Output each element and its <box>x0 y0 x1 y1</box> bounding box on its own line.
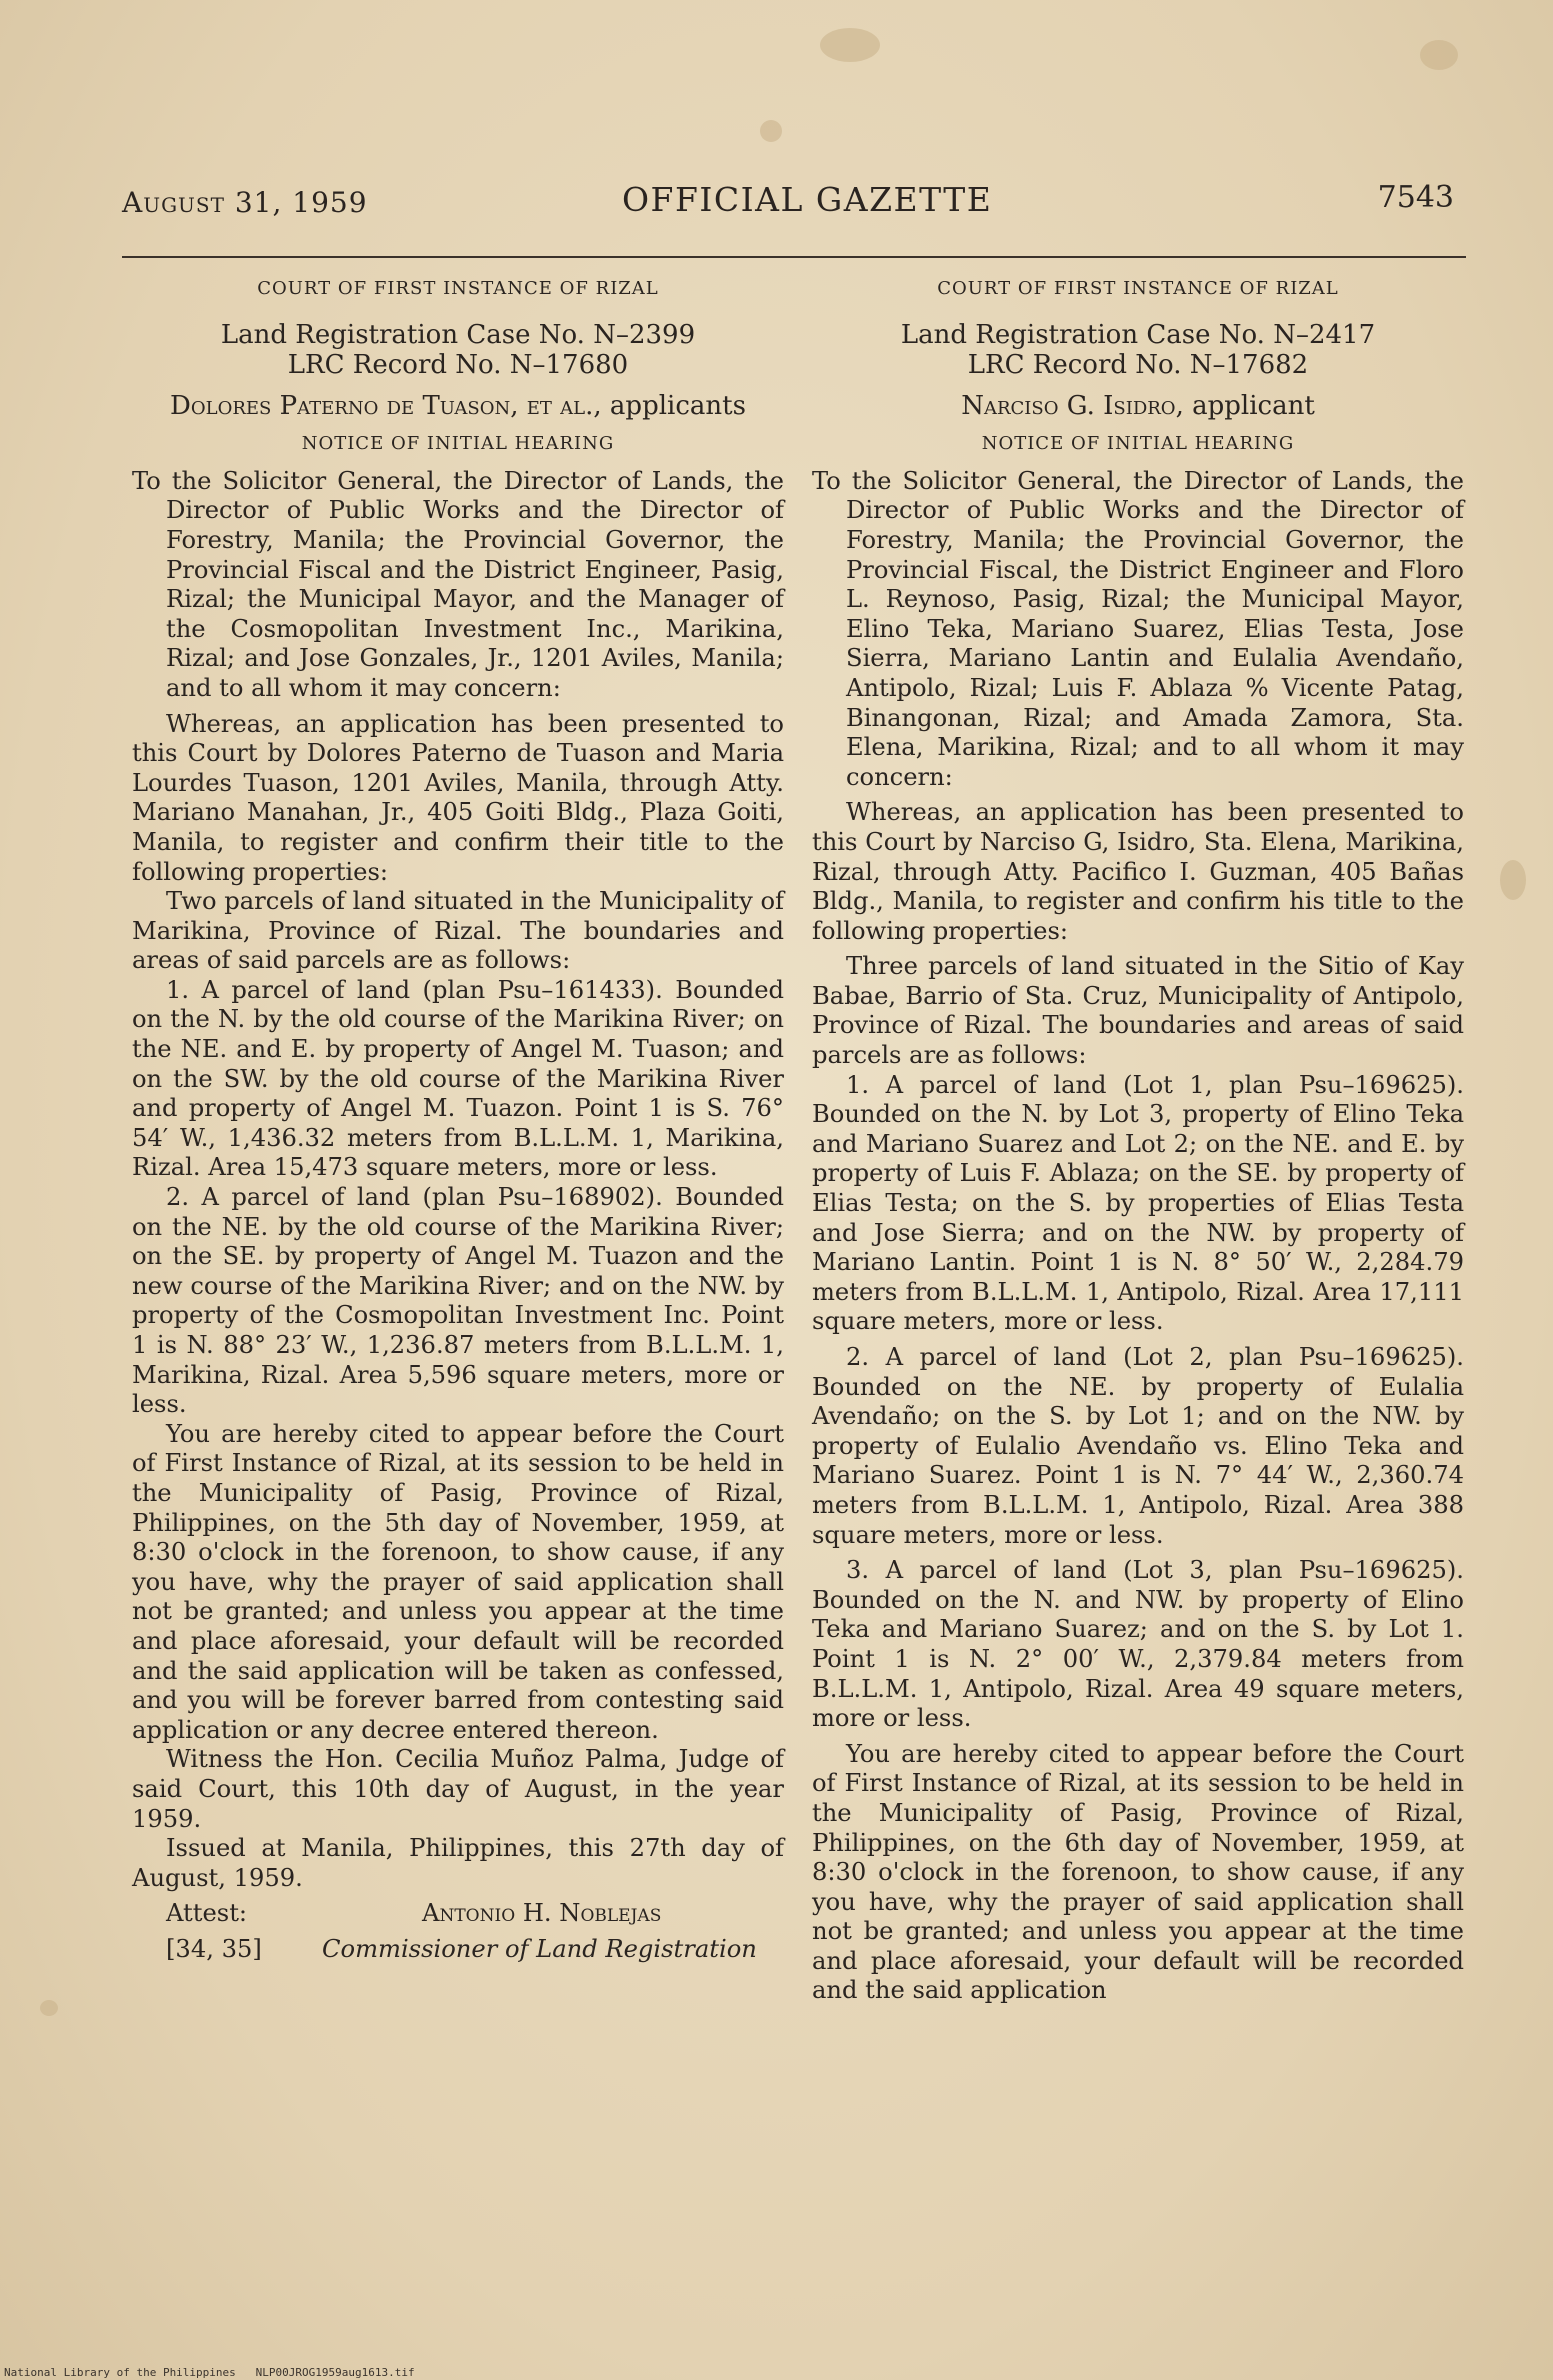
reference-row <box>132 1935 784 1967</box>
commissioner-name: Antonio H. Noblejas <box>422 1899 662 1928</box>
witness-paragraph: Witness the Hon. Cecilia Muñoz Palma, Judge of said Court, this 10th day of August, in the year 1959. <box>132 1745 784 1833</box>
header-rule <box>122 256 1466 258</box>
parcel-3: 3. A parcel of land (Lot 3, plan Psu–169625). Bounded on the N. and NW. by property of Elino Teka and Mariano Suarez; and on the S. by Lot 1. Point 1 is N. 2° 00′ W., 2,379.84 meters from B.L.L.M. 1, Antipolo, Rizal. Area 49 square meters, more or less. <box>812 1556 1464 1733</box>
attest-label: Attest: <box>166 1899 248 1928</box>
whereas-paragraph: Whereas, an application has been presented to this Court by Dolores Paterno de Tuason and Maria Lourdes Tuason, 1201 Aviles, Manila, through Atty. Mariano Manahan, Jr., 405 Goiti Bldg., Plaza Goiti, Manila, to register and confirm their title to the following properties: <box>132 709 784 886</box>
page-header <box>122 180 1454 232</box>
notice-heading: NOTICE OF INITIAL HEARING <box>981 433 1295 455</box>
court-heading: COURT OF FIRST INSTANCE OF RIZAL <box>937 278 1339 299</box>
record-number: LRC Record No. N–17682 <box>967 349 1309 380</box>
applicant-suffix: , applicants <box>593 390 746 421</box>
attest-row <box>132 1899 784 1929</box>
parcel-2: 2. A parcel of land (plan Psu–168902). Bounded on the NE. by the old course of the Marikina River; on the SE. by property of Angel M. Tuazon and the new course of the Marikina River; and on the NW. by property of the Cosmopolitan Investment Inc. Point 1 is N. 88° 23′ W., 1,236.87 meters from B.L.L.M. 1, Marikina, Rizal. Area 5,596 square meters, more or less. <box>132 1183 784 1419</box>
page-number: 7543 <box>1377 180 1454 215</box>
parcel-1: 1. A parcel of land (plan Psu–161433). Bounded on the N. by the old course of the Marikina River; on the NE. and E. by property of Angel M. Tuason; and on the SW. by the old course of the Marikina River and property of Angel M. Tuazon. Point 1 is S. 76° 54′ W., 1,436.32 meters from B.L.L.M. 1, Marikina, Rizal. Area 15,473 square meters, more or less. <box>132 975 784 1182</box>
library-credit: National Library of the Philippines <box>4 2366 236 2379</box>
citation-paragraph: You are hereby cited to appear before the Court of First Instance of Rizal, at its session to be held in the Municipality of Pasig, Province of Rizal, Philippines, on the 5th day of November, 1959, at 8:30 o'clock in the forenoon, to show cause, if any you have, why the prayer of said application shall not be granted; and unless you appear at the time and place aforesaid, your default will be recorded and the said application will be taken as confessed, and you will be forever barred from contesting said application or any decree entered thereon. <box>132 1419 784 1744</box>
scan-filename: NLP00JROG1959aug1613.tif <box>255 2366 415 2379</box>
publication-title: OFFICIAL GAZETTE <box>622 180 993 219</box>
right-column-notice <box>812 270 1464 2006</box>
addressees: To the Solicitor General, the Director of Lands, the Director of Public Works and the Director of Forestry, Manila; the Provincial Governor, the Provincial Fiscal, the District Engineer and Floro L. Reynoso, Pasig, Rizal; the Municipal Mayor, Elino Teka, Mariano Suarez, Elias Testa, Jose Sierra, Mariano Lantin and Eulalia Avendaño, Antipolo, Rizal; Luis F. Ablaza % Vicente Patag, Binangonan, Rizal; and Amada Zamora, Sta. Elena, Marikina, Rizal; and to all whom it may concern: <box>812 466 1464 791</box>
applicants-line <box>812 392 1464 422</box>
notice-heading: NOTICE OF INITIAL HEARING <box>301 433 615 455</box>
parcel-2: 2. A parcel of land (Lot 2, plan Psu–169625). Bounded on the NE. by property of Eulalia Avendaño; on the S. by Lot 1; and on the NW. by property of Eulalio Avendaño vs. Elino Teka and Mariano Suarez. Point 1 is N. 7° 44′ W., 2,360.74 meters from B.L.L.M. 1, Antipolo, Rizal. Area 388 square meters, more or less. <box>812 1343 1464 1549</box>
issue-date: August 31, 1959 <box>122 186 368 219</box>
parcel-1: 1. A parcel of land (Lot 1, plan Psu–169625). Bounded on the N. by Lot 3, property of Elino Teka and Mariano Suarez and Lot 2; on the NE. and E. by property of Luis F. Ablaza; on the SE. by property of Elias Testa; on the S. by properties of Elias Testa and Jose Sierra; and on the NW. by property of Mariano Lantin. Point 1 is N. 8° 50′ W., 2,284.79 meters from B.L.L.M. 1, Antipolo, Rizal. Area 17,111 square meters, more or less. <box>812 1070 1464 1336</box>
issued-paragraph: Issued at Manila, Philippines, this 27th day of August, 1959. <box>132 1834 784 1892</box>
applicant-suffix: , applicant <box>1175 390 1315 421</box>
commissioner-title: Commissioner of Land Registration <box>322 1935 757 1964</box>
case-number: Land Registration Case No. N–2417 <box>900 319 1376 350</box>
applicant-name: Narciso G. Isidro <box>961 390 1176 421</box>
paper-stain <box>40 2000 58 2016</box>
court-heading: COURT OF FIRST INSTANCE OF RIZAL <box>257 278 659 299</box>
applicants-line <box>132 392 784 422</box>
left-column-notice <box>132 270 784 1967</box>
parcels-intro: Three parcels of land situated in the Sitio of Kay Babae, Barrio of Sta. Cruz, Municipality of Antipolo, Province of Rizal. The boundaries and areas of said parcels are as follows: <box>812 952 1464 1070</box>
paper-stain <box>760 120 782 142</box>
issue-reference: [34, 35] <box>166 1935 262 1964</box>
scan-footer <box>4 2366 415 2379</box>
record-number: LRC Record No. N–17680 <box>287 349 629 380</box>
paper-stain <box>820 28 880 62</box>
addressees: To the Solicitor General, the Director of Lands, the Director of Public Works and the Director of Forestry, Manila; the Provincial Governor, the Provincial Fiscal and the District Engineer, Pasig, Rizal; the Municipal Mayor, and the Manager of the Cosmopolitan Investment Inc., Marikina, Rizal; and Jose Gonzales, Jr., 1201 Aviles, Manila; and to all whom it may concern: <box>132 466 784 702</box>
whereas-paragraph: Whereas, an application has been presented to this Court by Narciso G, Isidro, Sta. Elena, Marikina, Rizal, through Atty. Pacifico I. Guzman, 405 Bañas Bldg., Manila, to register and confirm his title to the following properties: <box>812 798 1464 945</box>
case-number: Land Registration Case No. N–2399 <box>220 319 696 350</box>
citation-paragraph: You are hereby cited to appear before the Court of First Instance of Rizal, at its session to be held in the Municipality of Pasig, Province of Rizal, Philippines, on the 6th day of November, 1959, at 8:30 o'clock in the forenoon, to show cause, if any you have, why the prayer of said application shall not be granted; and unless you appear at the time and place aforesaid, your default will be recorded and the said application <box>812 1739 1464 2005</box>
applicant-name: Dolores Paterno de Tuason, et al. <box>170 390 594 421</box>
paper-stain <box>1420 40 1458 70</box>
parcels-intro: Two parcels of land situated in the Municipality of Marikina, Province of Rizal. The boundaries and areas of said parcels are as follows: <box>132 887 784 975</box>
paper-stain <box>1500 860 1526 900</box>
